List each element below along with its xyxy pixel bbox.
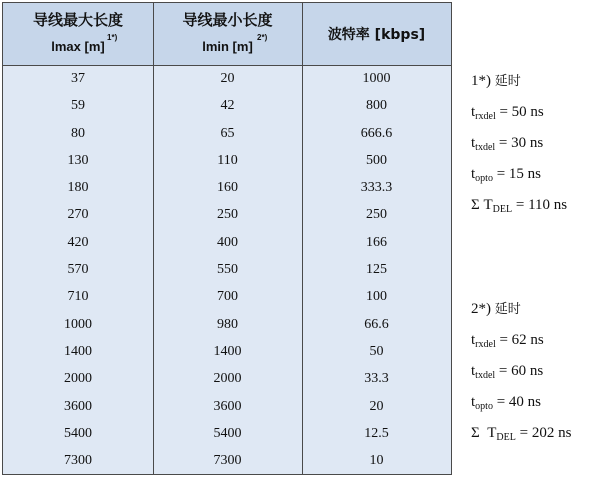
delay-value: = 62 ns bbox=[495, 332, 544, 348]
max-length-cell: 5400 bbox=[64, 425, 92, 441]
delay-line bbox=[471, 190, 567, 221]
delay-symbol: t bbox=[471, 363, 476, 379]
max-length-cell: 570 bbox=[67, 262, 89, 278]
baud-rate-cell: 250 bbox=[366, 207, 387, 223]
table-row bbox=[3, 92, 451, 119]
min-length-cell: 400 bbox=[217, 234, 238, 250]
table-row bbox=[3, 447, 451, 474]
table-header bbox=[3, 3, 451, 66]
min-length-cell: 980 bbox=[217, 316, 238, 332]
footnote-2-title-zh: 延时 bbox=[494, 302, 521, 317]
max-length-cell: 1000 bbox=[64, 316, 92, 332]
footnote-2-number: 2*) bbox=[471, 301, 491, 317]
delay-subscript: DEL bbox=[496, 432, 516, 443]
min-length-cell: 65 bbox=[220, 125, 235, 141]
footnote-1-title bbox=[471, 66, 567, 97]
footnote-1 bbox=[471, 66, 567, 221]
delay-value: = 202 ns bbox=[515, 425, 572, 441]
max-length-cell: 270 bbox=[67, 207, 89, 223]
max-length-cell: 710 bbox=[67, 289, 89, 305]
baud-rate-cell: 10 bbox=[369, 453, 384, 469]
delay-value: = 40 ns bbox=[492, 394, 541, 410]
min-length-cell: 3600 bbox=[213, 398, 242, 414]
delay-line bbox=[471, 325, 571, 356]
baud-rate-cell: 12.5 bbox=[364, 425, 389, 441]
header-baud-rate-label: 波特率 [kbps] bbox=[327, 27, 426, 43]
min-length-cell: 5400 bbox=[213, 425, 242, 441]
delay-subscript: txdel bbox=[475, 142, 496, 153]
table-row bbox=[3, 338, 451, 365]
header-max-length-zh: 导线最大长度 bbox=[32, 11, 123, 29]
baud-rate-cell: 100 bbox=[366, 289, 387, 305]
max-length-cell: 80 bbox=[71, 125, 85, 141]
header-min-length-footnote: 2*) bbox=[257, 33, 268, 42]
min-length-cell: 250 bbox=[217, 207, 238, 223]
max-length-cell: 7300 bbox=[64, 453, 92, 469]
delay-symbol: Σ T bbox=[471, 197, 493, 213]
baud-rate-cell: 333.3 bbox=[360, 180, 393, 196]
footnote-1-number: 1*) bbox=[471, 73, 491, 89]
min-length-cell: 700 bbox=[217, 289, 238, 305]
footnote-1-title-zh: 延时 bbox=[494, 74, 521, 89]
min-length-cell: 1400 bbox=[213, 343, 242, 359]
table-row bbox=[3, 120, 451, 147]
max-length-cell: 37 bbox=[71, 71, 85, 86]
delay-subscript: txdel bbox=[475, 370, 496, 381]
delay-line bbox=[471, 97, 567, 128]
footnote-2 bbox=[471, 294, 571, 449]
delay-subscript: opto bbox=[475, 173, 493, 184]
table-row bbox=[3, 365, 451, 392]
delay-symbol: Σ T bbox=[471, 425, 497, 441]
baud-rate-cell: 500 bbox=[366, 152, 387, 168]
max-length-cell: 130 bbox=[67, 152, 89, 168]
delay-subscript: rxdel bbox=[475, 111, 496, 122]
max-length-cell: 3600 bbox=[64, 398, 92, 414]
header-max-length-footnote: 1*) bbox=[107, 33, 118, 42]
delay-value: = 50 ns bbox=[495, 104, 544, 120]
delay-symbol: t bbox=[471, 166, 476, 182]
min-length-cell: 550 bbox=[217, 262, 238, 278]
min-length-cell: 160 bbox=[217, 180, 238, 196]
header-baud-rate bbox=[302, 3, 451, 65]
header-min-length-zh: 导线最小长度 bbox=[182, 11, 273, 29]
delay-symbol: t bbox=[471, 104, 476, 120]
baud-rate-cell: 33.3 bbox=[364, 371, 389, 387]
delay-subscript: rxdel bbox=[475, 339, 496, 350]
header-min-length bbox=[153, 3, 302, 65]
table-row bbox=[3, 174, 451, 201]
delay-value: = 110 ns bbox=[512, 197, 568, 213]
table-row bbox=[3, 147, 451, 174]
min-length-cell: 42 bbox=[220, 98, 235, 114]
max-length-cell: 420 bbox=[67, 234, 89, 250]
table-row bbox=[3, 393, 451, 420]
delay-subscript: DEL bbox=[492, 204, 513, 215]
header-min-length-unit: lmin [m] bbox=[202, 39, 253, 54]
baud-rate-cell: 20 bbox=[369, 398, 384, 414]
min-length-cell: 20 bbox=[220, 71, 235, 86]
table-row bbox=[3, 229, 451, 256]
table-row bbox=[3, 256, 451, 283]
footnote-2-title bbox=[471, 294, 571, 325]
max-length-cell: 180 bbox=[67, 180, 89, 196]
delay-line bbox=[471, 356, 571, 387]
delay-value: = 30 ns bbox=[495, 135, 544, 151]
table-row bbox=[3, 65, 451, 92]
max-length-cell: 2000 bbox=[64, 371, 92, 387]
delay-line bbox=[471, 159, 567, 190]
delay-value: = 15 ns bbox=[492, 166, 541, 182]
max-length-cell: 1400 bbox=[64, 343, 92, 359]
delay-symbol: t bbox=[471, 332, 476, 348]
baud-rate-cell: 666.6 bbox=[360, 125, 393, 141]
baud-rate-cell: 66.6 bbox=[364, 316, 389, 332]
delay-line bbox=[471, 128, 567, 159]
baud-rate-cell: 800 bbox=[366, 98, 387, 114]
baud-rate-cell: 125 bbox=[366, 262, 387, 278]
baud-rate-cell: 166 bbox=[366, 234, 387, 250]
delay-line bbox=[471, 387, 571, 418]
table-row bbox=[3, 283, 451, 310]
delay-value: = 60 ns bbox=[495, 363, 544, 379]
delay-line bbox=[471, 418, 571, 449]
baud-rate-table bbox=[2, 2, 452, 475]
min-length-cell: 7300 bbox=[213, 453, 242, 469]
min-length-cell: 2000 bbox=[213, 371, 242, 387]
baud-rate-cell: 50 bbox=[369, 343, 384, 359]
header-max-length-unit: lmax [m] bbox=[51, 39, 105, 54]
baud-rate-cell: 1000 bbox=[362, 71, 391, 86]
table-row bbox=[3, 420, 451, 447]
table-row bbox=[3, 311, 451, 338]
max-length-cell: 59 bbox=[71, 98, 85, 114]
table-row bbox=[3, 201, 451, 228]
delay-subscript: opto bbox=[475, 401, 493, 412]
table-body bbox=[3, 65, 451, 474]
header-max-length bbox=[3, 3, 153, 65]
delay-symbol: t bbox=[471, 135, 476, 151]
min-length-cell: 110 bbox=[217, 152, 238, 168]
delay-symbol: t bbox=[471, 394, 476, 410]
